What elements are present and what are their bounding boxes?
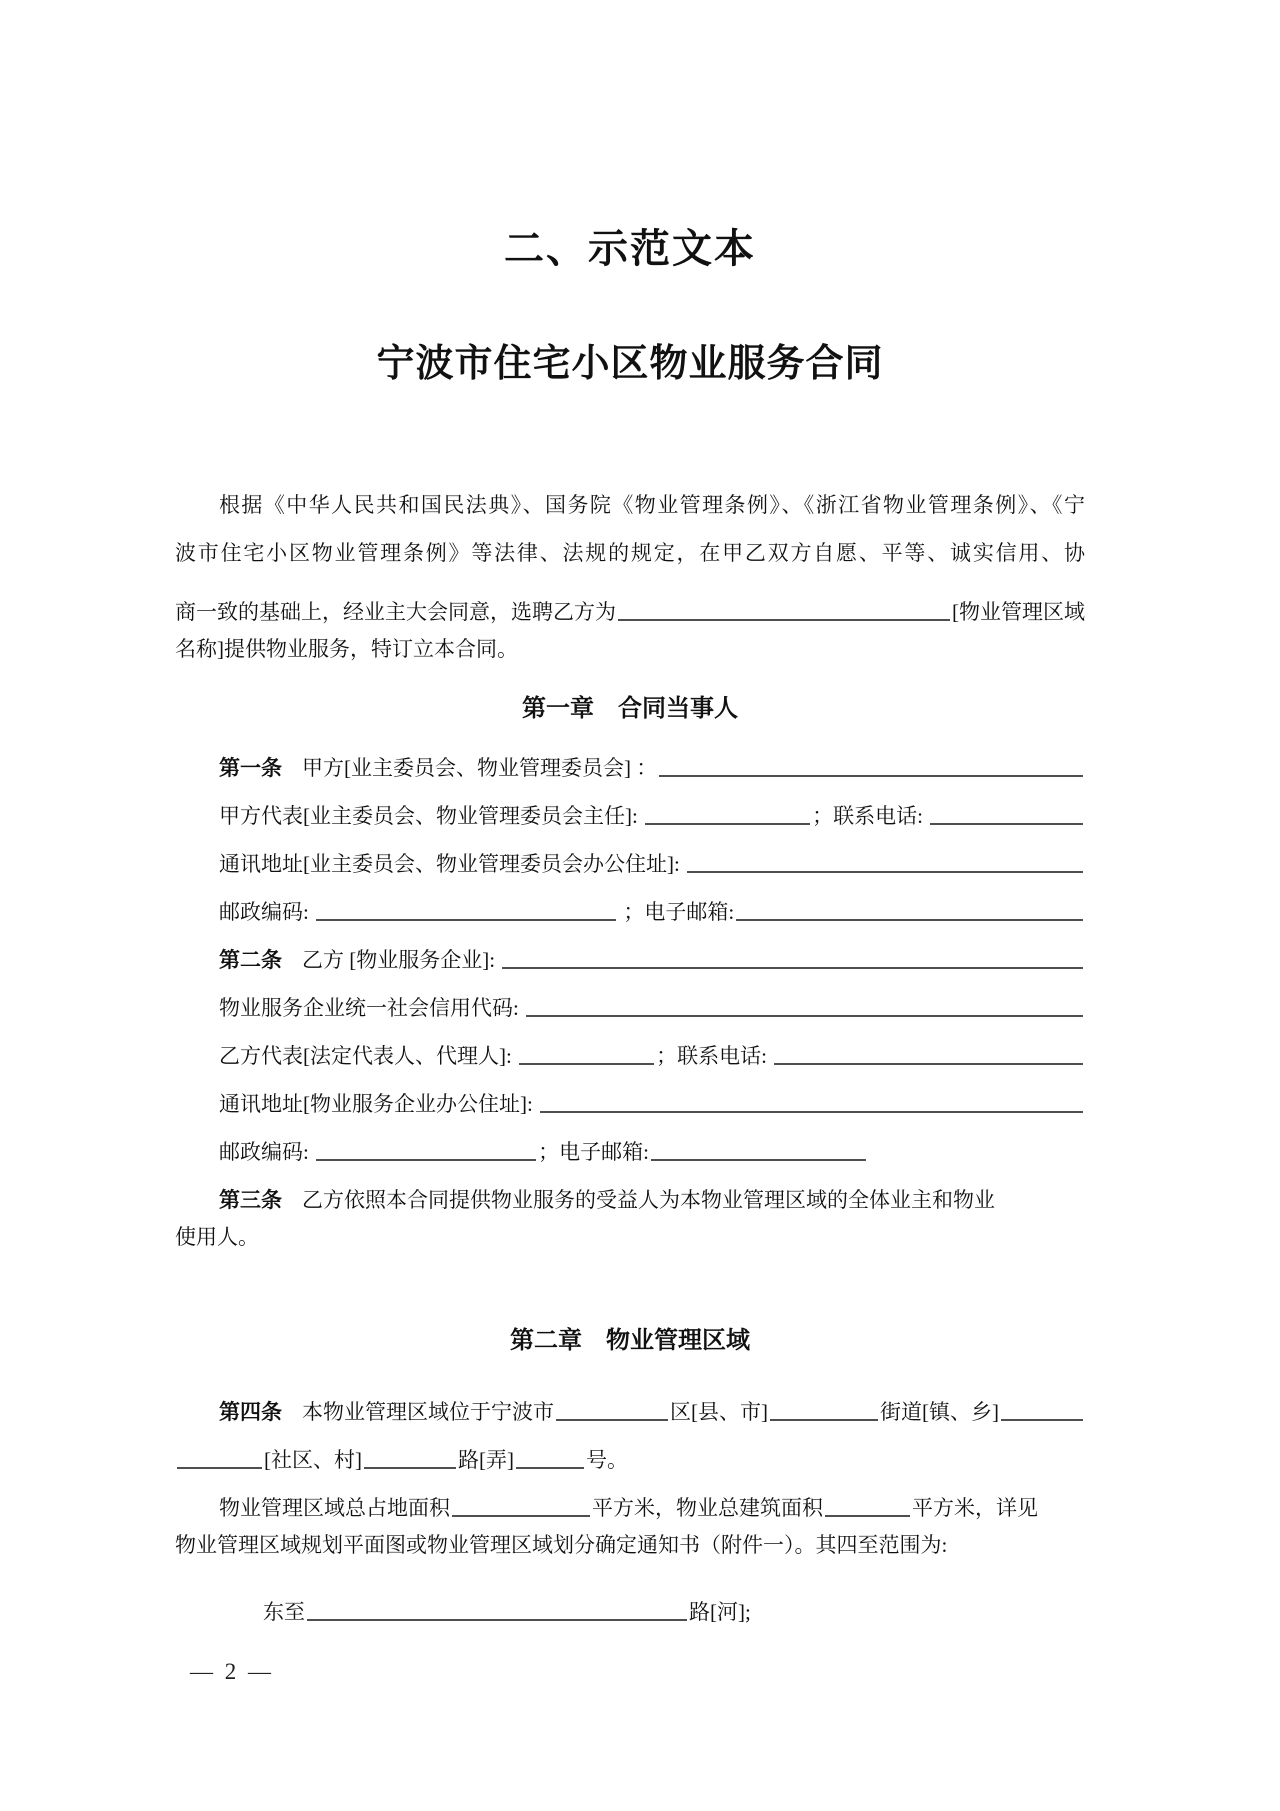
blank-party-a-email — [736, 909, 1083, 921]
east-label: 东至 — [263, 1599, 305, 1624]
article1-number: 第一条 — [219, 755, 282, 780]
article4-street-label: 街道[镇、乡] — [880, 1399, 999, 1424]
article1-label: 甲方[业主委员会、物业管理委员会] ： — [302, 755, 658, 780]
blank-party-a-phone — [930, 813, 1083, 825]
area-see-label: 平方米，详见 — [912, 1495, 1038, 1520]
party-a-post-line — [175, 877, 1085, 925]
blank-party-a-address — [687, 861, 1083, 873]
area-building-label: 平方米，物业总建筑面积 — [592, 1495, 823, 1520]
party-b-phone-label: ；联系电话: — [656, 1043, 773, 1068]
intro-line-3-text: 商一致的基础上，经业主大会同意，选聘乙方为 — [175, 599, 616, 624]
blank-party-a-rep — [645, 813, 810, 825]
article4-number: 第四条 — [219, 1399, 282, 1424]
intro-paragraph — [175, 481, 1085, 673]
area-line-2: 物业管理区域规划平面图或物业管理区域划分确定通知书（附件一）。其四至范围为: — [175, 1533, 948, 1557]
article4-road-label: 路[弄] — [458, 1447, 514, 1472]
party-b-credit-line — [175, 973, 1085, 1021]
article4-location-text: 本物业管理区域位于宁波市 — [302, 1399, 554, 1424]
party-b-rep-line — [175, 1021, 1085, 1069]
chapter1-heading: 第一章 合同当事人 — [522, 695, 738, 722]
page-number: — 2 — — [190, 1659, 274, 1684]
article2-number: 第二条 — [219, 947, 282, 972]
blank-party-a-postcode — [316, 909, 616, 921]
blank-building-area — [825, 1505, 910, 1517]
blank-east-boundary — [307, 1609, 687, 1621]
article3-text-1: 乙方依照本合同提供物业服务的受益人为本物业管理区域的全体业主和物业 — [302, 1187, 995, 1212]
blank-community — [177, 1457, 262, 1469]
blank-number — [516, 1457, 584, 1469]
article2-line — [175, 925, 1085, 973]
party-a-postcode-label: 邮政编码: — [219, 899, 315, 924]
blank-party-b-phone — [774, 1053, 1083, 1065]
article1-line — [175, 733, 1085, 781]
intro-line-3 — [175, 577, 1085, 625]
intro-line-4: 名称]提供物业服务，特订立本合同。 — [175, 637, 518, 661]
blank-party-a-name — [659, 765, 1083, 777]
party-b-email-label: ；电子邮箱: — [538, 1139, 649, 1164]
article3-number: 第三条 — [219, 1187, 282, 1212]
intro-line-3-bracket: [物业管理区域 — [952, 599, 1085, 624]
blank-street-cont — [1001, 1409, 1083, 1421]
article4-line-2 — [175, 1425, 1085, 1473]
blank-management-area-name — [618, 609, 950, 621]
article2-label: 乙方 [物业服务企业]: — [302, 947, 501, 972]
party-a-rep-line — [175, 781, 1085, 829]
article3-line-1 — [175, 1165, 1085, 1213]
blank-road — [364, 1457, 456, 1469]
blank-party-b-credit-code — [526, 1005, 1083, 1017]
area-line-1 — [175, 1473, 1085, 1521]
blank-party-b-postcode — [316, 1149, 536, 1161]
page-content — [175, 0, 1085, 1625]
area-land-label: 物业管理区域总占地面积 — [219, 1495, 450, 1520]
article3-line-2: 使用人。 — [175, 1225, 259, 1249]
party-b-credit-label: 物业服务企业统一社会信用代码: — [219, 995, 525, 1020]
contract-title: 宁波市住宅小区物业服务合同 — [376, 343, 884, 385]
section-heading: 二、示范文本 — [504, 227, 756, 271]
article4-district-label: 区[县、市] — [670, 1399, 768, 1424]
article4-community-label: [社区、村] — [264, 1447, 362, 1472]
intro-line-2: 波市住宅小区物业管理条例》等法律、法规的规定，在甲乙双方自愿、平等、诚实信用、协 — [175, 541, 1085, 565]
chapter2-heading: 第二章 物业管理区域 — [510, 1327, 750, 1354]
party-a-address-line — [175, 829, 1085, 877]
article4-line-1 — [175, 1377, 1085, 1425]
party-a-address-label: 通讯地址[业主委员会、物业管理委员会办公住址]: — [219, 851, 686, 876]
party-b-postcode-label: 邮政编码: — [219, 1139, 315, 1164]
blank-land-area — [452, 1505, 590, 1517]
party-b-post-line — [175, 1117, 1085, 1165]
blank-party-b-email — [651, 1149, 866, 1161]
east-suffix: 路[河]; — [689, 1599, 751, 1624]
blank-district — [556, 1409, 668, 1421]
party-b-address-line — [175, 1069, 1085, 1117]
blank-party-b-name — [502, 957, 1083, 969]
east-boundary-line — [175, 1577, 1085, 1625]
intro-line-1: 根据《中华人民共和国民法典》、国务院《物业管理条例》、《浙江省物业管理条例》、《宁 — [219, 493, 1085, 517]
article4-number-label: 号。 — [586, 1447, 628, 1472]
blank-party-b-rep — [519, 1053, 654, 1065]
blank-street — [770, 1409, 878, 1421]
blank-party-b-address — [540, 1101, 1083, 1113]
party-b-address-label: 通讯地址[物业服务企业办公住址]: — [219, 1091, 539, 1116]
party-a-phone-label: ；联系电话: — [812, 803, 929, 828]
party-a-email-label: ；电子邮箱: — [618, 899, 735, 924]
party-a-rep-label: 甲方代表[业主委员会、物业管理委员会主任]: — [219, 803, 644, 828]
party-b-rep-label: 乙方代表[法定代表人、代理人]: — [219, 1043, 518, 1068]
